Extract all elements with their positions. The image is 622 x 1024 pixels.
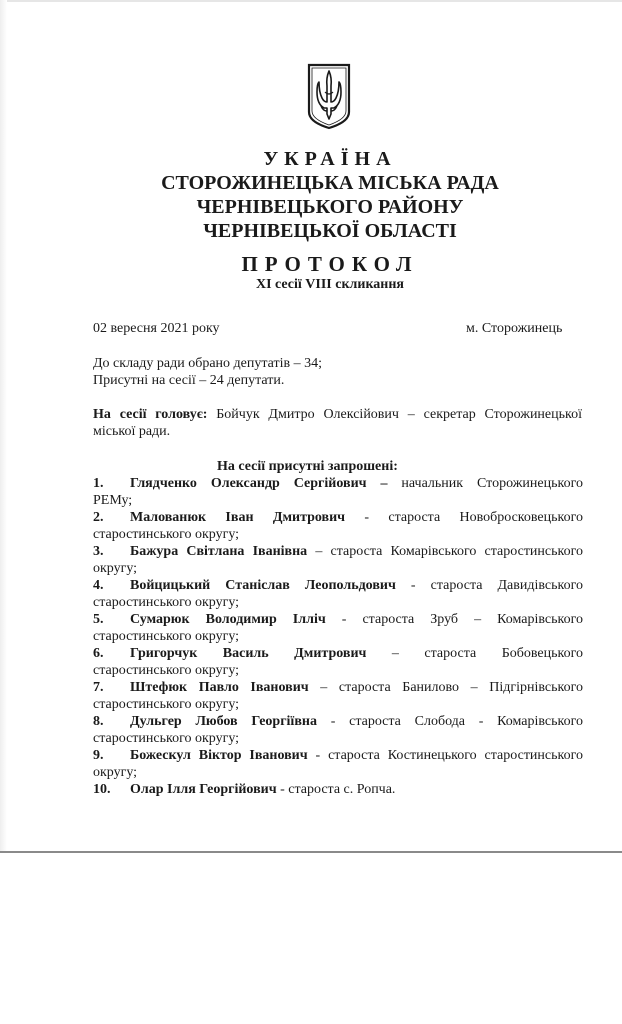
invited-item-text — [130, 543, 583, 560]
scan-edge-top — [0, 0, 622, 2]
present-deputies-count: Присутні на сесії – 24 депутати. — [93, 373, 285, 388]
invited-item-number: 8. — [93, 714, 104, 729]
invited-item-number: 4. — [93, 578, 104, 593]
invited-item-name: Олар Ілля Георгійович — [130, 782, 277, 797]
invited-item-text — [130, 509, 583, 526]
invited-item-role: – староста Банилово – Підгірнівського — [308, 680, 583, 695]
invited-list-item — [93, 577, 583, 611]
invited-item-text — [130, 747, 583, 764]
invited-item-first-line — [93, 509, 583, 526]
invited-item-text — [130, 645, 583, 662]
district-heading: ЧЕРНІВЕЦЬКОГО РАЙОНУ — [196, 196, 464, 218]
invited-item-role-continued: округу; — [93, 765, 138, 780]
invited-item-first-line — [93, 781, 583, 798]
invited-list-item — [93, 747, 583, 781]
invited-item-name: Бажура Світлана Іванівна — [130, 544, 308, 559]
invited-item-role: начальник Сторожинецького — [387, 476, 583, 491]
invited-item-role-continued: старостинського округу; — [93, 731, 240, 746]
invited-item-number: 5. — [93, 612, 104, 627]
invited-item-role-continued: округу; — [93, 561, 138, 576]
scan-edge-bottom — [0, 851, 622, 853]
invited-item-name: Дульгер Любов Георгіївна — [130, 714, 317, 729]
invited-item-name: Войцицький Станіслав Леопольдович — [130, 578, 396, 593]
invited-item-text — [130, 577, 583, 594]
invited-item-name: Сумарюк Володимир Ілліч — [130, 612, 326, 627]
invited-item-first-line — [93, 577, 583, 594]
invited-item-first-line — [93, 747, 583, 764]
invited-item-number: 10. — [93, 782, 111, 797]
invited-item-name: Мaловaнюк Іван Дмитрович — [130, 510, 346, 525]
invited-item-number: 3. — [93, 544, 104, 559]
invited-item-text — [130, 713, 583, 730]
invited-item-name: Григорчук Василь Дмитрович — [130, 646, 367, 661]
invited-list-title: На сесії присутні запрошені: — [217, 459, 398, 474]
invited-item-text — [130, 475, 583, 492]
region-heading: ЧЕРНІВЕЦЬКОЇ ОБЛАСТІ — [203, 220, 457, 242]
invited-item-first-line — [93, 475, 583, 492]
session-subheading: ХІ сесії VIII скликання — [255, 277, 405, 292]
invited-item-number: 7. — [93, 680, 104, 695]
invited-list-item — [93, 475, 583, 509]
invited-list-item — [93, 645, 583, 679]
invited-item-role: - староста Давидівського — [395, 578, 583, 593]
chair-line — [93, 406, 582, 423]
invited-item-number: 2. — [93, 510, 104, 525]
invited-item-name: Штефюк Павло Іванович — [130, 680, 309, 695]
invited-item-number: 6. — [93, 646, 104, 661]
scan-edge-left — [0, 0, 7, 852]
invited-item-text — [130, 781, 583, 798]
session-date: 02 вересня 2021 року — [93, 321, 220, 336]
invited-list-item — [93, 509, 583, 543]
trident-emblem-icon — [305, 62, 353, 130]
elected-deputies-count: До складу ради обрано депутатів – 34; — [93, 356, 323, 371]
invited-list-item — [93, 679, 583, 713]
council-heading: СТОРОЖИНЕЦЬКА МІСЬКА РАДА — [161, 172, 499, 194]
invited-item-role-continued: старостинського округу; — [93, 629, 240, 644]
invited-item-role: – староста Комарівського старостинського — [307, 544, 583, 559]
invited-item-first-line — [93, 713, 583, 730]
invited-item-first-line — [93, 611, 583, 628]
invited-item-role-continued: РЕМу; — [93, 493, 133, 508]
invited-item-first-line — [93, 679, 583, 696]
chair-text: Бойчук Дмитро Олексійович – секретар Сторожинецької — [207, 407, 582, 422]
invited-item-number: 1. — [93, 476, 104, 491]
invited-list-item — [93, 781, 583, 798]
invited-item-first-line — [93, 543, 583, 560]
invited-item-text — [130, 611, 583, 628]
document-type-heading: ПРОТОКОЛ — [241, 252, 419, 276]
invited-item-role: - староста Новобросковецького — [345, 510, 583, 525]
country-heading: УКРАЇНА — [263, 148, 397, 170]
invited-item-first-line — [93, 645, 583, 662]
chair-line-continued: міської ради. — [93, 424, 171, 439]
invited-item-role: - староста с. Ропча. — [276, 782, 396, 797]
invited-item-role-continued: старостинського округу; — [93, 663, 240, 678]
invited-item-role: - староста Слобода - Комарівського — [316, 714, 583, 729]
invited-item-role: - староста Зруб – Комарівського — [325, 612, 583, 627]
invited-list-item — [93, 713, 583, 747]
invited-item-role: – староста Бобовецького — [366, 646, 583, 661]
invited-item-text — [130, 679, 583, 696]
session-place: м. Сторожинець — [466, 321, 563, 336]
invited-item-role-continued: старостинського округу; — [93, 527, 240, 542]
invited-item-name: Божескул Віктор Іванович — [130, 748, 308, 763]
invited-item-role: - староста Костинецького старостинського — [307, 748, 583, 763]
invited-list-item — [93, 543, 583, 577]
invited-item-role-continued: старостинського округу; — [93, 697, 240, 712]
chair-label: На сесії головує: — [93, 407, 208, 422]
invited-item-role-continued: старостинського округу; — [93, 595, 240, 610]
invited-item-number: 9. — [93, 748, 104, 763]
invited-list-item — [93, 611, 583, 645]
invited-item-name: Глядченко Олександр Сергійович – — [130, 476, 388, 491]
